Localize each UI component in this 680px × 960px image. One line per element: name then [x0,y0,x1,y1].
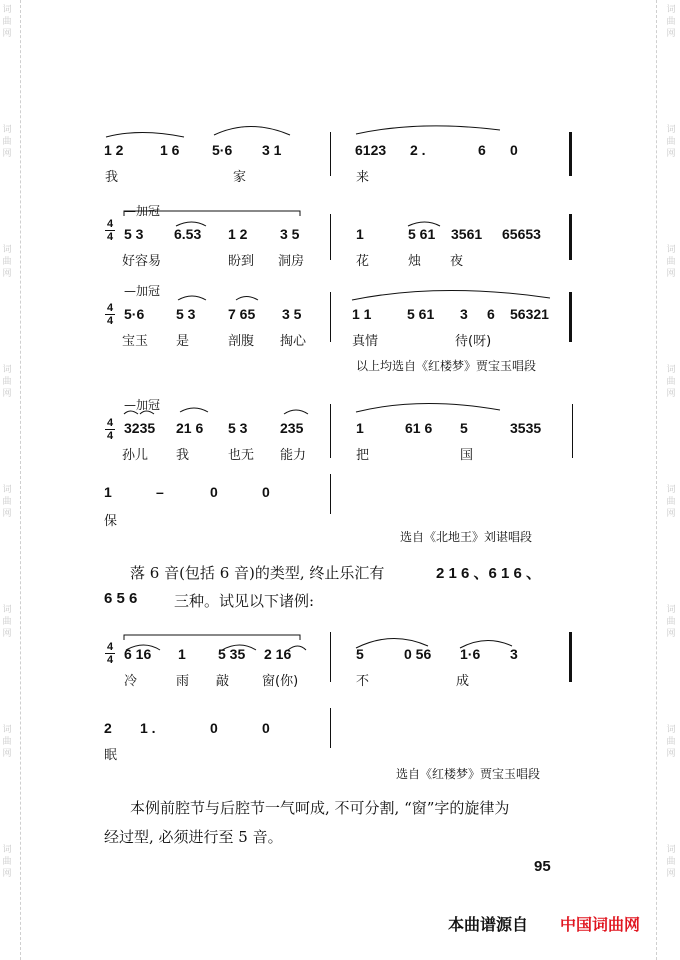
note-group: 5 3 [176,306,196,322]
lyric-syllable: 花 [356,254,370,269]
note-group: 0 56 [404,646,432,662]
note-group: 0 [262,484,270,500]
final-barline [569,292,572,342]
note-group: 61 6 [405,420,433,436]
lyric-syllable: 烛 [408,254,422,269]
note-group: 1 . [140,720,156,736]
paragraph-2-line-1: 本例前腔节与后腔节一气呵成, 不可分割, “窗”字的旋律为 [130,799,510,817]
source-caption-3: 选自《红楼梦》贾宝玉唱段 [396,767,541,781]
watermark-left-4: 词曲网 [2,365,12,399]
lyric-syllable: 来 [356,170,370,185]
barline [330,632,331,682]
watermark-right-4: 词曲网 [666,365,676,399]
note-group: 56321 [510,306,549,322]
note-group: 1·6 [460,646,481,662]
source-caption-1: 以上均选自《红楼梦》贾宝玉唱段 [356,359,537,373]
paragraph-1-line-2b: 三种。试见以下诸例: [174,592,315,610]
time-signature-row4: 4 4 [106,417,114,442]
lyric-syllable: 国 [460,448,474,463]
note-group: 0 [262,720,270,736]
paragraph-1-line-1b: 2 1 6 、6 1 6 、 [436,565,542,582]
note-group: 5 35 [218,646,246,662]
watermark-right-3: 词曲网 [666,245,676,279]
watermark-right-7: 词曲网 [666,725,676,759]
source-caption-2: 选自《北地王》刘谌唱段 [400,530,533,544]
note-group: 3 [460,306,468,322]
note-group: 5 [460,420,468,436]
note-group: 6 16 [124,646,152,662]
barline [330,214,331,260]
jiaguan-tag: —加冠 [124,284,161,298]
note-group: 3 5 [282,306,302,322]
lyric-syllable: 我 [176,448,190,463]
note-group: 6 [478,142,486,158]
lyric-syllable: 孙儿 [122,448,149,463]
lyric-syllable: 窗(你) [262,674,299,689]
time-signature-row6: 4 4 [106,641,114,666]
time-signature-row2: 4 4 [106,218,114,243]
paragraph-1-line-2a: 6 5 6 [104,590,138,607]
note-group: 1 6 [160,142,180,158]
note-group: 1 1 [352,306,372,322]
note-group: 1 2 [228,226,248,242]
paragraph-2-line-2: 经过型, 必须进行至 5 音。 [104,828,283,846]
note-group: 5·6 [124,306,145,322]
note-group: 5 61 [408,226,436,242]
note-group: 3 1 [262,142,282,158]
lyric-syllable: 真情 [352,334,379,349]
note-group: 6123 [355,142,387,158]
final-barline [569,632,572,682]
watermark-left-7: 词曲网 [2,725,12,759]
note-group: 3561 [451,226,483,242]
paragraph-1-line-1a: 落 6 音(包括 6 音)的类型, 终止乐汇有 [130,564,385,582]
final-barline [569,132,572,176]
lyric-syllable: 我 [105,170,119,185]
note-group: 7 65 [228,306,256,322]
watermark-left-1: 词曲网 [2,5,12,39]
lyric-syllable: 家 [233,170,247,185]
watermark-left-8: 词曲网 [2,845,12,879]
lyric-syllable: 能力 [280,448,307,463]
watermark-right-2: 词曲网 [666,125,676,159]
note-group: – [156,484,164,500]
watermark-left-5: 词曲网 [2,485,12,519]
note-group: 1 [356,420,364,436]
note-group: 6.53 [174,226,202,242]
lyric-syllable: 保 [104,514,118,529]
lyric-syllable: 宝玉 [122,334,149,349]
time-signature-row3: 4 4 [106,302,114,327]
watermark-left-6: 词曲网 [2,605,12,639]
footer-site-link[interactable]: 中国词曲网 [560,915,641,934]
note-group: 21 6 [176,420,204,436]
lyric-syllable: 洞房 [278,254,305,269]
note-group: 1 [356,226,364,242]
note-group: 2 . [410,142,426,158]
watermark-right-1: 词曲网 [666,5,676,39]
jiaguan-tag: —加冠 [124,204,161,218]
lyric-syllable: 好容易 [122,254,162,269]
watermark-left-3: 词曲网 [2,245,12,279]
note-group: 3 5 [280,226,300,242]
lyric-syllable: 冷 [124,674,138,689]
note-group: 5·6 [212,142,233,158]
note-group: 235 [280,420,304,436]
lyric-syllable: 也无 [228,448,255,463]
barline [330,404,331,458]
note-group: 2 16 [264,646,292,662]
note-group: 3535 [510,420,542,436]
note-group: 5 3 [124,226,144,242]
barline [330,292,331,342]
footer-label: 本曲谱源自 [448,915,529,934]
page-number: 95 [534,858,551,875]
barline [330,132,331,176]
lyric-syllable: 成 [456,674,470,689]
watermark-right-8: 词曲网 [666,845,676,879]
lyric-syllable: 夜 [450,254,464,269]
note-group: 5 [356,646,364,662]
final-barline [569,214,572,260]
watermark-left-2: 词曲网 [2,125,12,159]
lyric-syllable: 敲 [216,674,230,689]
lyric-syllable: 把 [356,448,370,463]
lyric-syllable: 不 [356,674,370,689]
note-group: 0 [510,142,518,158]
note-group: 0 [210,484,218,500]
note-group: 1 [104,484,112,500]
barline [330,474,331,514]
note-group: 5 3 [228,420,248,436]
lyric-syllable: 剖腹 [228,334,255,349]
lyric-syllable: 待(呀) [455,334,492,349]
barline [572,404,573,458]
note-group: 65653 [502,226,541,242]
barline [330,708,331,748]
watermark-right-5: 词曲网 [666,485,676,519]
note-group: 1 [178,646,186,662]
note-group: 5 61 [407,306,435,322]
note-group: 3 [510,646,518,662]
lyric-syllable: 是 [176,334,190,349]
note-group: 2 [104,720,112,736]
note-group: 0 [210,720,218,736]
note-group: 6 [487,306,495,322]
jiaguan-tag: —加冠 [124,398,161,412]
watermark-right-6: 词曲网 [666,605,676,639]
lyric-syllable: 雨 [176,674,190,689]
lyric-syllable: 眠 [104,748,118,763]
lyric-syllable: 盼到 [228,254,255,269]
note-group: 1 2 [104,142,124,158]
lyric-syllable: 掏心 [280,334,307,349]
note-group: 3235 [124,420,156,436]
